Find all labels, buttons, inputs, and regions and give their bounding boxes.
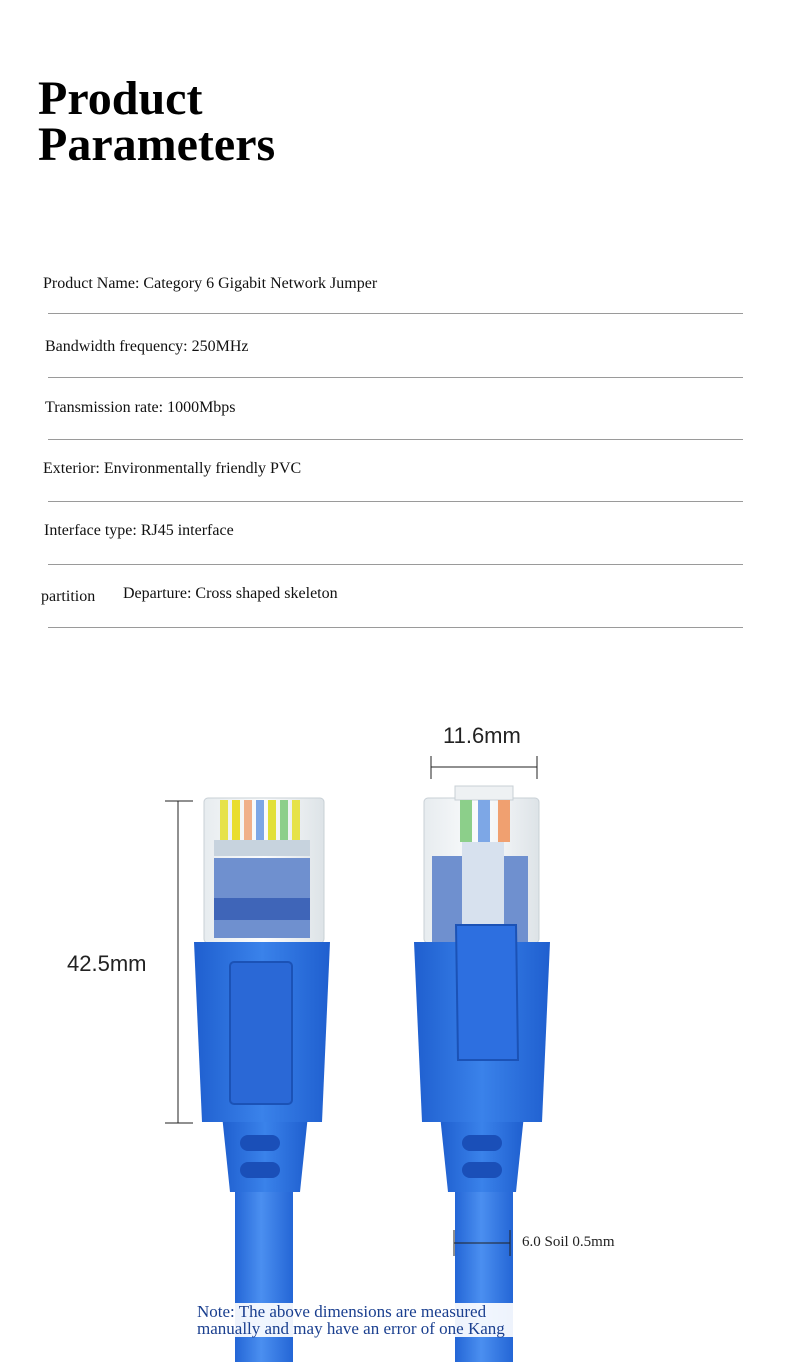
latch-clear — [462, 842, 504, 926]
connector-latch-view — [414, 786, 550, 1362]
boot-slot-left-2 — [240, 1162, 280, 1178]
param-value: RJ45 interface — [140, 522, 234, 539]
plug-inner-dark — [214, 898, 310, 920]
pin — [244, 800, 252, 842]
boot-slot-right-2 — [462, 1162, 502, 1178]
pin — [460, 800, 472, 842]
param-value: Category 6 Gigabit Network Jumper — [143, 275, 378, 292]
param-value: 250MHz — [191, 338, 249, 355]
param-label: Product Name: — [43, 275, 140, 292]
pin — [280, 800, 288, 842]
pin — [232, 800, 240, 842]
plug-contact-bar — [214, 840, 310, 856]
param-label: Bandwidth frequency: — [45, 338, 188, 355]
pin — [268, 800, 276, 842]
latch-cover — [456, 925, 518, 1060]
measurement-note-line2: manually and may have an error of one Kang — [197, 1319, 505, 1338]
pin — [292, 800, 300, 842]
param-label: Departure: — [123, 585, 192, 602]
plug-top-right — [455, 786, 513, 800]
measurement-note — [197, 1303, 577, 1337]
boot-panel-left — [230, 962, 292, 1104]
cable-dimension-label: 6.0 Soil 0.5mm — [522, 1234, 615, 1250]
param-label: Exterior: — [43, 460, 100, 477]
param-value: 1000Mbps — [167, 399, 236, 416]
pin — [256, 800, 264, 842]
page-title-line1: Product — [38, 72, 203, 125]
boot-slot-right-1 — [462, 1135, 502, 1151]
connector-front-view — [194, 798, 330, 1362]
param-value: Environmentally friendly PVC — [103, 460, 302, 477]
page-title-line2: Parameters — [38, 118, 276, 171]
partition-prefix: partition — [41, 588, 96, 605]
height-dimension-label: 42.5mm — [67, 951, 147, 976]
measurement-note-line1: Note: The above dimensions are measured — [197, 1302, 487, 1321]
pin — [220, 800, 228, 842]
param-label: Interface type: — [44, 522, 137, 539]
pin — [478, 800, 490, 842]
boot-slot-left-1 — [240, 1135, 280, 1151]
boot-neck-left — [222, 1115, 308, 1192]
width-dimension-label: 11.6mm — [443, 723, 521, 748]
boot-neck-right — [440, 1115, 524, 1192]
pin — [498, 800, 510, 842]
param-label: Transmission rate: — [45, 399, 164, 416]
param-value: Cross shaped skeleton — [195, 585, 338, 602]
